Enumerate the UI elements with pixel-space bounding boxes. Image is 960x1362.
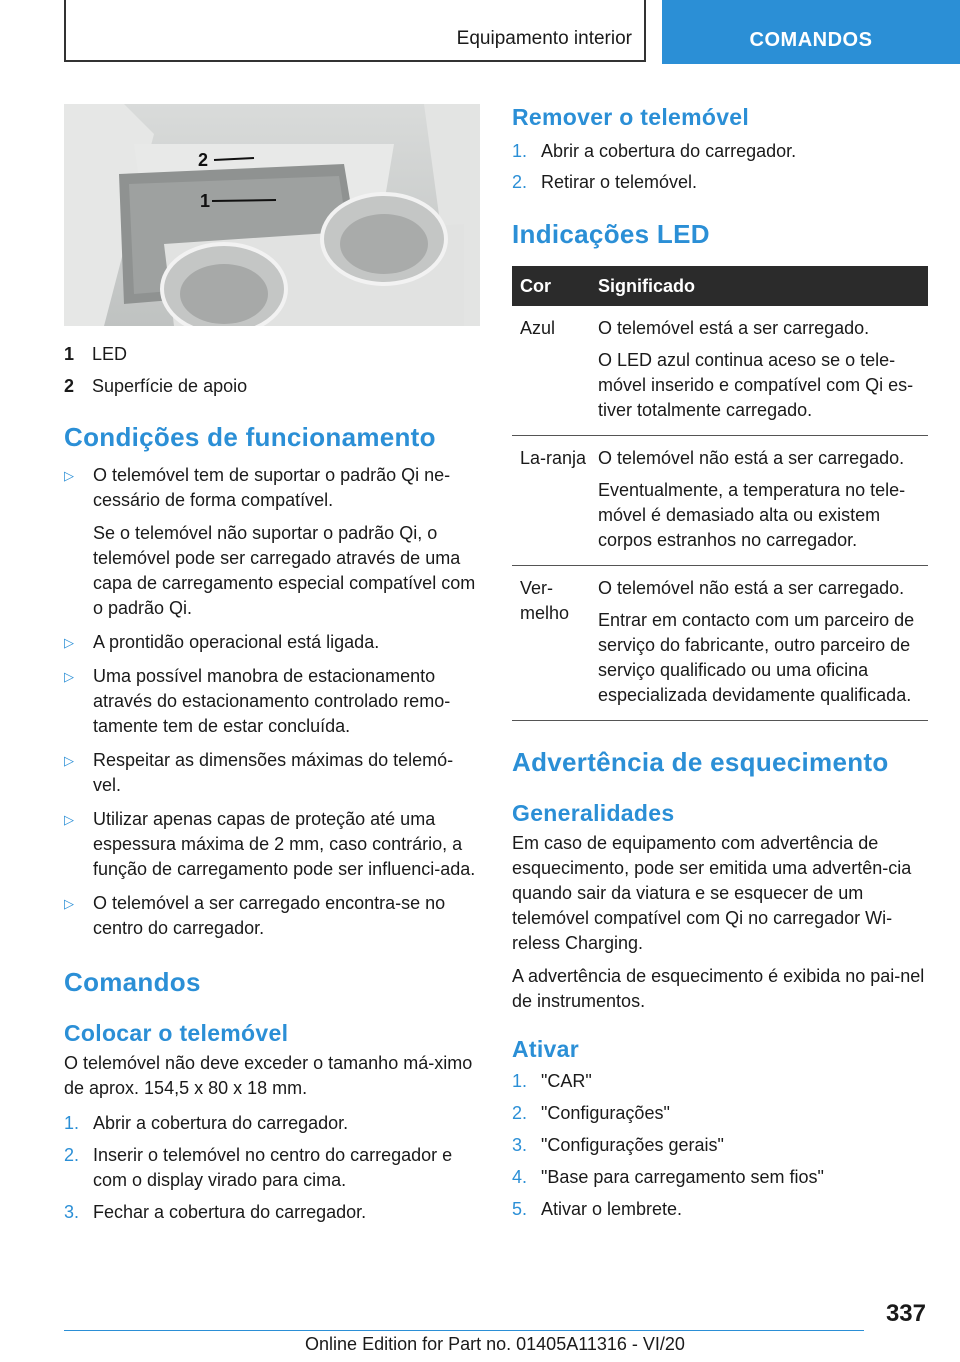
step-text: Retirar o telemóvel. xyxy=(541,172,698,192)
step-item xyxy=(64,1200,480,1225)
figure-legend xyxy=(64,338,480,402)
step-item xyxy=(512,139,928,164)
step-item xyxy=(512,1197,928,1222)
meaning-text: O telemóvel está a ser carregado. xyxy=(598,318,870,338)
step-item xyxy=(512,1069,928,1094)
list-item-text: Uma possível manobra de estacionamento através do estacionamento controlado remo-tamente tem de estar concluída. xyxy=(93,666,451,736)
section-title: Equipamento interior xyxy=(456,28,632,49)
heading-conditions: Condições de funcionamento xyxy=(64,422,436,452)
triangle-bullet-icon: ▷ xyxy=(64,468,74,483)
step-number: 1. xyxy=(512,1071,528,1091)
legend-item xyxy=(64,370,480,402)
conditions-list xyxy=(64,463,480,941)
remove-steps xyxy=(512,139,928,195)
led-meaning xyxy=(598,566,928,721)
step-text: "Configurações" xyxy=(541,1103,670,1123)
wireless-charger-figure xyxy=(64,104,480,326)
legend-item xyxy=(64,338,480,370)
list-item xyxy=(64,463,480,621)
column-header-meaning: Significado xyxy=(598,266,928,306)
triangle-bullet-icon: ▷ xyxy=(64,812,74,827)
step-item xyxy=(512,170,928,195)
place-intro: O telemóvel não deve exceder o tamanho má-ximo de aprox. 154,5 x 80 x 18 mm. xyxy=(64,1053,473,1098)
table-row xyxy=(512,566,928,721)
place-steps xyxy=(64,1111,480,1225)
general-paragraph: Em caso de equipamento com advertência de esquecimento, pode ser emitida uma advertên-cia quando sair da viatura e se esquecer de um telemóvel compatível com Qi no carregador Wi-reless Charging. xyxy=(512,833,912,953)
general-paragraph: A advertência de esquecimento é exibida no pai-nel de instrumentos. xyxy=(512,966,925,1011)
step-number: 2. xyxy=(512,1103,528,1123)
meaning-text: O telemóvel não está a ser carregado. xyxy=(598,448,905,468)
step-number: 3. xyxy=(64,1202,80,1222)
legend-number: 2 xyxy=(64,375,75,396)
footer-divider xyxy=(64,1330,864,1331)
meaning-text: Entrar em contacto com um parceiro de serviço do fabricante, outro parceiro de serviço qualificado ou uma oficina especializada devidamente qualificada. xyxy=(598,610,915,705)
heading-general: Generalidades xyxy=(512,800,675,826)
callout-1: 1 xyxy=(200,191,211,211)
table-row xyxy=(512,306,928,436)
left-column xyxy=(64,104,480,1225)
triangle-bullet-icon: ▷ xyxy=(64,669,74,684)
meaning-text: O LED azul continua aceso se o tele-móvel inserido e compatível com Qi es-tiver totalmente carregado. xyxy=(598,350,914,420)
heading-remove-phone: Remover o telemóvel xyxy=(512,104,750,130)
edition-footer: Online Edition for Part no. 01405A11316 - VI/20 xyxy=(305,1334,685,1354)
chapter-tab xyxy=(662,0,960,64)
led-table-header xyxy=(512,266,928,306)
led-color: Azul xyxy=(512,306,598,436)
step-item xyxy=(512,1165,928,1190)
chapter-title: COMANDOS xyxy=(749,29,873,51)
triangle-bullet-icon: ▷ xyxy=(64,635,74,650)
step-number: 1. xyxy=(512,141,528,161)
step-number: 3. xyxy=(512,1135,528,1155)
led-meaning xyxy=(598,436,928,566)
step-text: "Base para carregamento sem fios" xyxy=(541,1167,824,1187)
step-item xyxy=(512,1133,928,1158)
list-item-text: Se o telemóvel não suportar o padrão Qi, o telemóvel pode ser carregado através de uma capa de carregamento especial compatível com o padrão Qi. xyxy=(93,523,476,618)
legend-text: Superfície de apoio xyxy=(92,375,248,396)
step-text: Ativar o lembrete. xyxy=(541,1199,683,1219)
list-item xyxy=(64,630,480,655)
list-item-text: Respeitar as dimensões máximas do telemó-vel. xyxy=(93,750,454,795)
list-item-text: Utilizar apenas capas de proteção até uma espessura máxima de 2 mm, caso contrário, a função de carregamento pode ser influenci-ada. xyxy=(93,809,476,879)
list-item-text: A prontidão operacional está ligada. xyxy=(93,632,380,652)
step-text: Abrir a cobertura do carregador. xyxy=(541,141,797,161)
step-number: 2. xyxy=(512,172,528,192)
charger-illustration xyxy=(64,104,480,326)
step-item xyxy=(64,1143,480,1193)
heading-place-phone: Colocar o telemóvel xyxy=(64,1020,289,1046)
heading-activate: Ativar xyxy=(512,1036,579,1062)
list-item xyxy=(64,891,480,941)
right-column xyxy=(512,104,928,1222)
led-color: La-ranja xyxy=(512,436,598,566)
led-table xyxy=(512,266,928,721)
meaning-text: Eventualmente, a temperatura no tele-móvel é demasiado alta ou existem corpos estranhos no carregador. xyxy=(598,480,906,550)
step-text: Abrir a cobertura do carregador. xyxy=(93,1113,349,1133)
running-header-section xyxy=(64,0,646,62)
list-item xyxy=(64,807,480,882)
callout-2: 2 xyxy=(198,150,209,170)
list-item xyxy=(64,664,480,739)
step-text: Inserir o telemóvel no centro do carregador e com o display virado para cima. xyxy=(93,1145,453,1190)
legend-number: 1 xyxy=(64,343,75,364)
step-item xyxy=(64,1111,480,1136)
table-row xyxy=(512,436,928,566)
heading-commands: Comandos xyxy=(64,967,201,997)
heading-forget-warning: Advertência de esquecimento xyxy=(512,747,889,777)
column-header-color: Cor xyxy=(512,266,598,306)
step-number: 1. xyxy=(64,1113,80,1133)
step-number: 4. xyxy=(512,1167,528,1187)
step-text: "Configurações gerais" xyxy=(541,1135,724,1155)
step-number: 5. xyxy=(512,1199,528,1219)
list-item xyxy=(64,748,480,798)
step-text: "CAR" xyxy=(541,1071,592,1091)
heading-led-indications: Indicações LED xyxy=(512,219,710,249)
led-meaning xyxy=(598,306,928,436)
step-number: 2. xyxy=(64,1145,80,1165)
step-text: Fechar a cobertura do carregador. xyxy=(93,1202,367,1222)
meaning-text: O telemóvel não está a ser carregado. xyxy=(598,578,905,598)
led-color: Ver-melho xyxy=(512,566,598,721)
legend-text: LED xyxy=(92,343,128,364)
step-item xyxy=(512,1101,928,1126)
list-item-text: O telemóvel tem de suportar o padrão Qi ne-cessário de forma compatível. xyxy=(93,465,451,510)
triangle-bullet-icon: ▷ xyxy=(64,753,74,768)
activate-steps xyxy=(512,1069,928,1222)
triangle-bullet-icon: ▷ xyxy=(64,896,74,911)
page-number: 337 xyxy=(885,1300,926,1327)
list-item-text: O telemóvel a ser carregado encontra-se no centro do carregador. xyxy=(93,893,446,938)
